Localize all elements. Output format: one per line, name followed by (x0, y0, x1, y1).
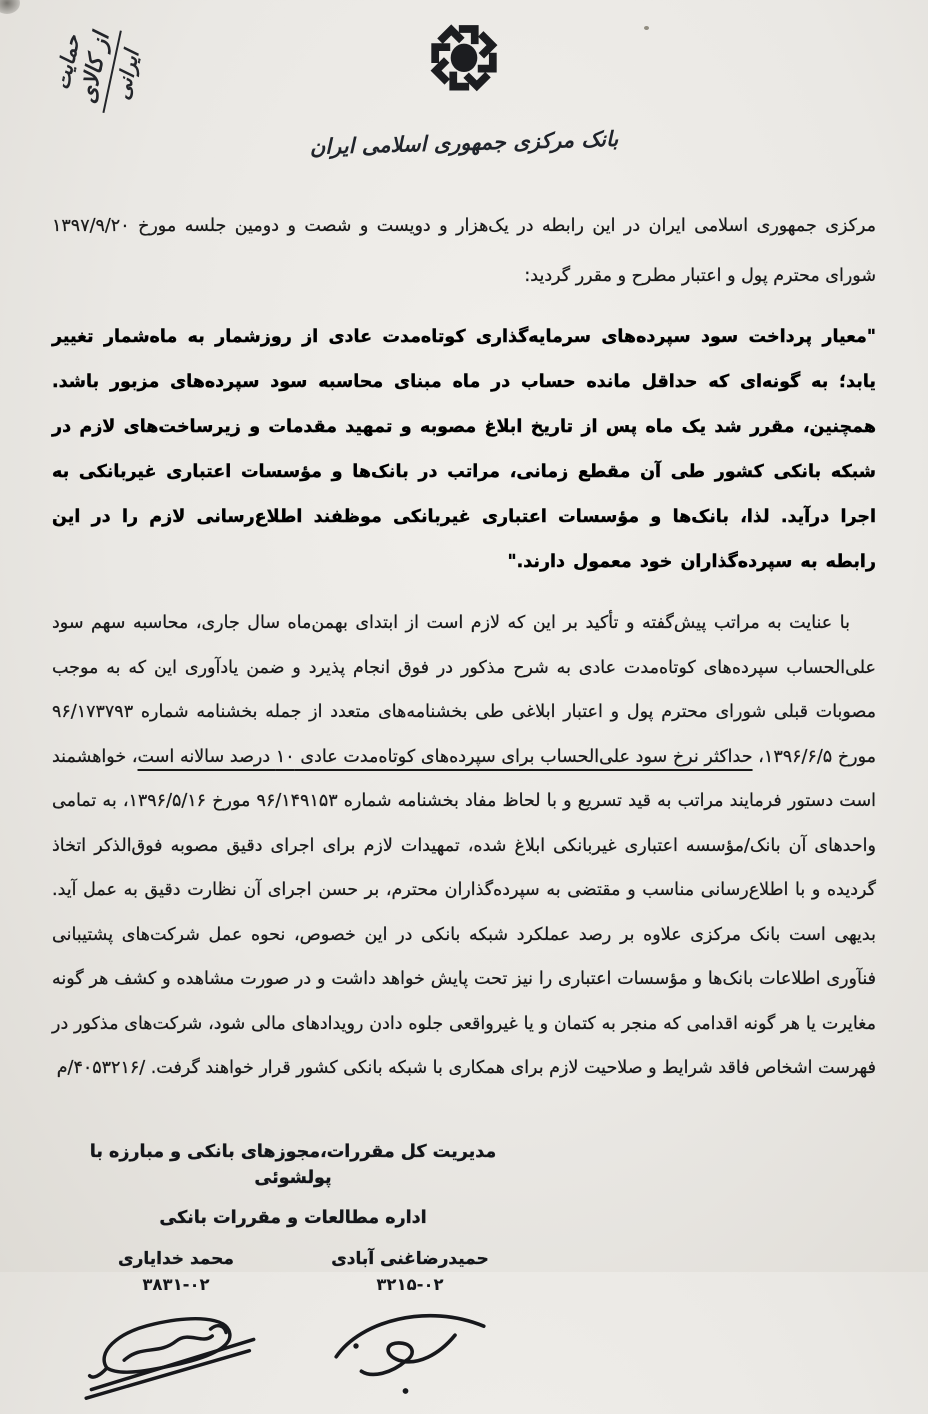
bank-name-calligraphy: بانک مرکزی جمهوری اسلامی ایران (309, 125, 619, 160)
directive-text-after: ، خواهشمند است دستور فرمایند مراتب به قید تسریع و با لحاظ مفاد بخشنامه شماره ۹۶/۱۴۹۱۵۳ مورخ ۱۳۹۶/۵/۱۶، به تمامی واحدهای آن بانک/مؤسسه اعتباری غیربانکی ابلاغ شده، تمهیدات لازم برای اجرای دقیق مصوبه فوق‌الذکر اتخاذ گردیده و با اطلاع‌رسانی مناسب و مقتضی به سپرده‌گذاران محترم، بر حسن اجرای آن نظارت دقیق به عمل آید. بدیهی است بانک مرکزی علاوه بر رصد عملکرد شبکه بانکی در این خصوص، نحوه عمل شرکت‌های پشتیبانی فنآوری اطلاعات بانک‌ها و مؤسسات اعتباری را نیز تحت پایش خواهد داشت و در صورت مشاهده و کشف هر گونه مغایرت یا هر گونه اقدامی که منجر به کتمان و یا غیرواقعی جلوه دادن رویدادهای مالی شود، شرکت‌های مذکور در فهرست اشخاص فاقد شرایط و صلاحیت لازم برای همکاری با شبکه بانکی کشور قرار خواهند گرفت. /۴۰۵۳۲۱۶/م (52, 746, 876, 1078)
directive-paragraph (52, 601, 876, 1091)
signature-block (54, 1139, 532, 1414)
stamp-line: ایرانی (109, 47, 144, 102)
directive-text-before: با عنایت به مراتب پیش‌گفته و تأکید بر این که لازم است از ابتدای بهمن‌ماه سال جاری، محاسبه سهم سود علی‌الحساب سپرده‌های کوتاه‌مدت عادی به شرح مذکور در فوق انجام پذیرد و ضمن یادآوری این که به موجب مصوبات قبلی شورای محترم پول و اعتبار ابلاغی طی بخشنامه‌های متعدد از جمله بخشنامه شماره ۹۶/۱۷۳۷۹۳ مورخ ۱۳۹۶/۶/۵، (52, 613, 877, 767)
signer (81, 1249, 271, 1414)
max-rate-underlined-clause: حداکثر نرخ سود علی‌الحساب برای سپرده‌های کوتاه‌مدت عادی ۱۰ درصد سالانه است (137, 746, 753, 767)
stamp-line: از کالای (71, 24, 122, 113)
scan-speck (644, 26, 649, 30)
handwritten-signature-loop-icon (81, 1300, 271, 1414)
office-title: اداره مطالعات و مقررات بانکی (159, 1207, 427, 1228)
signer-code: ۳۲۱۵-۰۲ (376, 1274, 444, 1294)
central-bank-of-iran-emblem-icon (421, 14, 507, 104)
letter-body (52, 201, 876, 1091)
handwritten-signature-script-icon (315, 1300, 505, 1414)
signers-row (54, 1249, 532, 1414)
department-title: مدیریت کل مقررات،مجوزهای بانکی و مبارزه با پولشوئی (89, 1141, 497, 1188)
signer (315, 1249, 505, 1414)
signer-code: ۳۸۳۱-۰۲ (142, 1274, 210, 1294)
signer-name: محمد خدایاری (118, 1248, 234, 1269)
stamp-line: حمایت (49, 32, 85, 92)
signer-name: حمیدرضاغنی آبادی (331, 1248, 489, 1269)
opening-paragraph: مرکزی جمهوری اسلامی ایران در این رابطه در یک‌هزار و دویست و شصت و دومین جلسه مورخ ۱۳۹۷/۹/۲۰ شورای محترم پول و اعتبار مطرح و مقرر گردید: (52, 216, 876, 286)
council-resolution-quote: "معیار پرداخت سود سپرده‌های سرمایه‌گذاری کوتاه‌مدت عادی از روزشمار به ماه‌شمار تغییر یابد؛ به گونه‌ای که حداقل مانده حساب در ماه مبنای محاسبه سود سپرده‌های مزبور باشد. همچنین، مقرر شد یک ماه پس از تاریخ ابلاغ مصوبه و تمهید مقدمات و زیرساخت‌های لازم در شبکه بانکی کشور طی آن مقطع زمانی، مراتب در بانک‌ها و مؤسسات اعتباری غیربانکی به اجرا درآید. لذا، بانک‌ها و مؤسسات اعتباری غیربانکی موظفند اطلاع‌رسانی لازم را در این رابطه به سپرده‌گذاران خود معمول دارند." (52, 327, 876, 572)
